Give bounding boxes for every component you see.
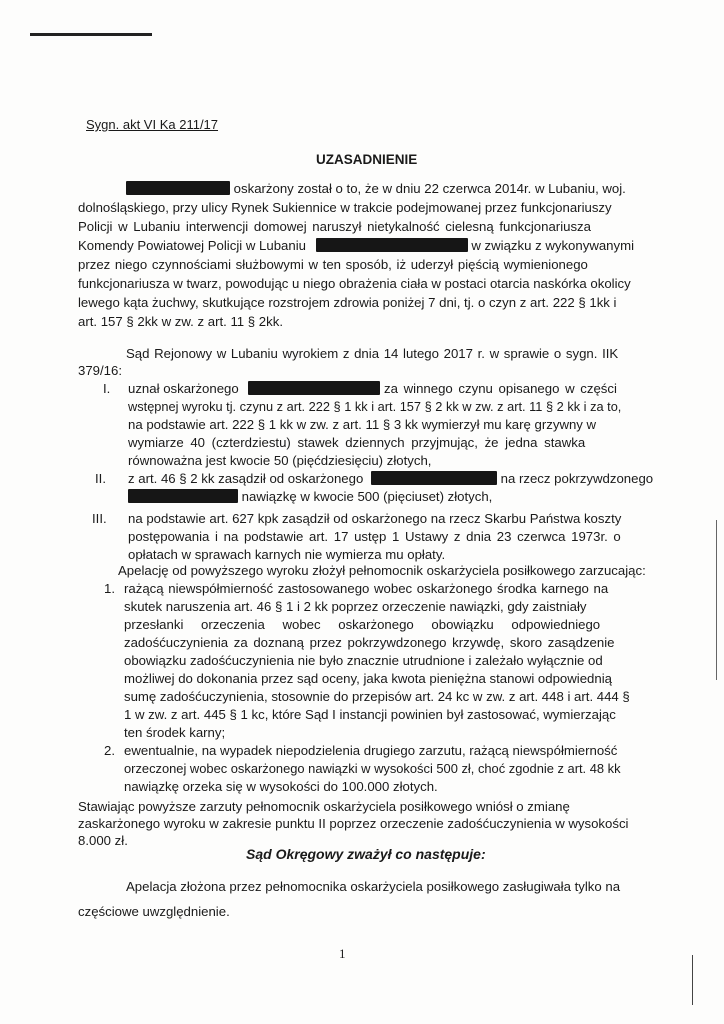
list2-1-line-1: rażącą niewspółmierność zastosowanego wobec oskarżonego środka karnego na <box>124 581 609 596</box>
list1-I-line-2: wstępnej wyroku tj. czynu z art. 222 § 1 kk i art. 157 § 2 kk w zw. z art. 11 § 2 kk i za to, <box>128 399 622 414</box>
list2-1-line-5: obowiązku zadośćuczynienia nie było znacznie utrudnione i zależało wyłącznie od <box>124 653 603 668</box>
list2-1-line-9: ten środek karny; <box>124 725 226 740</box>
list2-2-line-2: orzeczonej wobec oskarżonego nawiązki w wysokości 500 zł, choć zgodnie z art. 48 kk <box>124 761 621 776</box>
para1-line-7: lewego kąta żuchwy, skutkujące rozstrojem zdrowia poniżej 7 dni, tj. o czyn z art. 222 § 1kk i <box>78 295 617 310</box>
para1-line-4: Komendy Powiatowej Policji w Lubaniu w związku z wykonywanymi <box>78 238 635 253</box>
redaction-block <box>126 181 230 195</box>
list-marker-III: III. <box>92 511 107 526</box>
para4-line-2: zaskarżonego wyroku w zakresie punktu II poprzez orzeczenie zadośćuczynienia w wysokości <box>78 816 629 831</box>
para1-line-5: przez niego czynnościami służbowymi w ten sposób, iż uderzył pięścią wymienionego <box>78 257 588 272</box>
list2-2-line-3: nawiązkę orzeka się w wysokości do 100.000 złotych. <box>124 779 438 794</box>
list2-1-line-2: skutek naruszenia art. 46 § 1 i 2 kk poprzez orzeczenie nawiązki, gdy zaistniały <box>124 599 587 614</box>
para1-line-1: oskarżony został o to, że w dniu 22 czerwca 2014r. w Lubaniu, woj. <box>126 180 626 198</box>
list1-III-line-1: na podstawie art. 627 kpk zasądził od oskarżonego na rzecz Skarbu Państwa koszty <box>128 511 622 526</box>
list1-I-line-3: na podstawie art. 222 § 1 kk w zw. z art. 11 § 3 kk wymierzył mu karę grzywny w <box>128 417 597 432</box>
page-number: 1 <box>339 946 346 961</box>
para1-line-3: Policji w Lubaniu interwencji domowej naruszył nietykalność cielesną funkcjonariusza <box>78 219 591 234</box>
list2-1-line-3: przesłanki orzeczenia wobec oskarżonego obowiązku odpowiedniego <box>124 617 601 632</box>
list1-III-line-3: opłatach w sprawach karnych nie wymierza mu opłaty. <box>128 547 446 562</box>
para1-line-6: funkcjonariusza w twarz, powodując u niego obrażenia ciała w postaci otarcia naskórka okolicy <box>78 276 631 291</box>
para4-line-1: Stawiając powyższe zarzuty pełnomocnik oskarżyciela posiłkowego wniósł o zmianę <box>78 799 570 814</box>
list-marker-I: I. <box>103 381 111 396</box>
list2-1-line-6: możliwej do dokonania przez sąd oceny, jaka kwota pieniężna stanowi odpowiednią <box>124 671 612 686</box>
para5-line-2: częściowe uwzględnienie. <box>78 904 230 919</box>
para5-line-1: Apelacja złożona przez pełnomocnika oskarżyciela posiłkowego zasługiwała tylko na <box>126 879 621 894</box>
list2-1-line-7: sumę zadośćuczynienia, stosownie do przepisów art. 24 kc w zw. z art. 448 i art. 444 § <box>124 689 630 704</box>
redaction-block <box>371 471 497 485</box>
list-marker-2: 2. <box>104 743 115 758</box>
para4-line-3: 8.000 zł. <box>78 833 128 848</box>
list1-II-line-1: z art. 46 § 2 kk zasądził od oskarżonego na rzecz pokrzywdzonego <box>128 471 654 486</box>
list2-2-line-1: ewentualnie, na wypadek niepodzielenia drugiego zarzutu, rażącą niewspółmierność <box>124 743 618 758</box>
redaction-block <box>128 489 238 503</box>
para1-line-8: art. 157 § 2kk w zw. z art. 11 § 2kk. <box>78 314 283 329</box>
scan-mark-right-edge <box>716 520 717 680</box>
list1-I-line-1: uznał oskarżonego za winnego czynu opisanego w części <box>128 381 617 396</box>
list1-I-line-4: wymiarze 40 (czterdziestu) stawek dziennych przyjmując, że jedna stawka <box>128 435 586 450</box>
list2-1-line-8: 1 w zw. z art. 445 § 1 kc, które Sąd I instancji powinien był zastosować, wymierzając <box>124 707 616 722</box>
list1-III-line-2: postępowania i na podstawie art. 17 ustęp 1 Ustawy z dnia 23 czerwca 1973r. o <box>128 529 621 544</box>
para1-line-2: dolnośląskiego, przy ulicy Rynek Sukiennice w trakcie podejmowanej przez funkcjonariuszy <box>78 200 612 215</box>
list2-1-line-4: zadośćuczynienia za doznaną przez pokrzywdzonego krzywdę, skoro zasądzenie <box>124 635 615 650</box>
scan-mark-top <box>30 33 152 36</box>
case-signature: Sygn. akt VI Ka 211/17 <box>86 117 219 132</box>
scan-mark-bottom-right <box>692 955 693 1005</box>
document-title: UZASADNIENIE <box>316 152 418 167</box>
court-heading: Sąd Okręgowy zważył co następuje: <box>246 846 486 862</box>
list-marker-1: 1. <box>104 581 115 596</box>
list1-I-line-5: równoważna jest kwocie 50 (pięćdziesięciu) złotych, <box>128 453 432 468</box>
list-marker-II: II. <box>95 471 106 486</box>
para3: Apelację od powyższego wyroku złożył pełnomocnik oskarżyciela posiłkowego zarzucając: <box>118 563 646 578</box>
redaction-block <box>248 381 380 395</box>
redaction-block <box>316 238 468 252</box>
para2-line-2: 379/16: <box>78 363 122 378</box>
list1-II-line-2: nawiązkę w kwocie 500 (pięciuset) złotych, <box>128 488 492 506</box>
para2-line-1: Sąd Rejonowy w Lubaniu wyrokiem z dnia 14 lutego 2017 r. w sprawie o sygn. IIK <box>126 346 619 361</box>
